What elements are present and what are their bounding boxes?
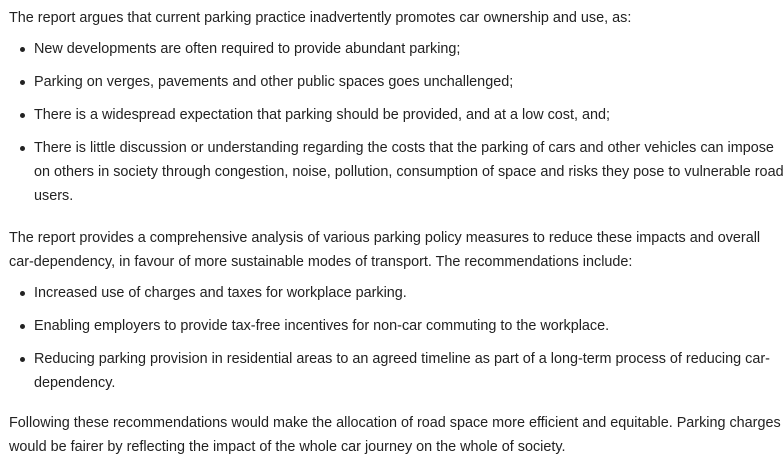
list-item-text: There is little discussion or understanding regarding the costs that the parking of cars and other vehicles can impose on others in society through congestion, noise, pollution, consumption of space and risks they pose to vulnerable road users. <box>34 140 784 204</box>
list-item <box>9 314 784 338</box>
intro-paragraph: The report argues that current parking practice inadvertently promotes car ownership and use, as: <box>9 10 632 26</box>
list-item <box>9 103 784 127</box>
list-item <box>9 281 784 305</box>
bullet-icon <box>20 113 25 118</box>
list-item <box>9 347 784 395</box>
bullet-icon <box>20 357 25 362</box>
list-item-text: Reducing parking provision in residential areas to an agreed timeline as part of a long-term process of reducing car-dependency. <box>34 351 770 391</box>
list-item-text: Enabling employers to provide tax-free incentives for non-car commuting to the workplace. <box>34 318 610 334</box>
list-item <box>9 70 784 94</box>
section-parking-practice <box>9 6 784 208</box>
section-recommendations <box>9 226 784 395</box>
bullet-icon <box>20 47 25 52</box>
bullet-icon <box>20 146 25 151</box>
list-item <box>9 37 784 61</box>
list-item <box>9 136 784 208</box>
list-item-text: Parking on verges, pavements and other public spaces goes unchallenged; <box>34 74 514 90</box>
bullet-icon <box>20 80 25 85</box>
list-item-text: Increased use of charges and taxes for workplace parking. <box>34 285 407 301</box>
list-item-text: There is a widespread expectation that parking should be provided, and at a low cost, and; <box>34 107 610 123</box>
problems-list <box>9 37 784 208</box>
bullet-icon <box>20 291 25 296</box>
recommendations-list <box>9 281 784 395</box>
bullet-icon <box>20 324 25 329</box>
list-item-text: New developments are often required to provide abundant parking; <box>34 41 461 57</box>
analysis-paragraph: The report provides a comprehensive analysis of various parking policy measures to reduce these impacts and overall car-dependency, in favour of more sustainable modes of transport. The recommendations include: <box>9 230 761 270</box>
conclusion-paragraph: Following these recommendations would make the allocation of road space more efficient and equitable. Parking charges would be fairer by reflecting the impact of the whole car journey on the whole of society. <box>9 415 781 455</box>
